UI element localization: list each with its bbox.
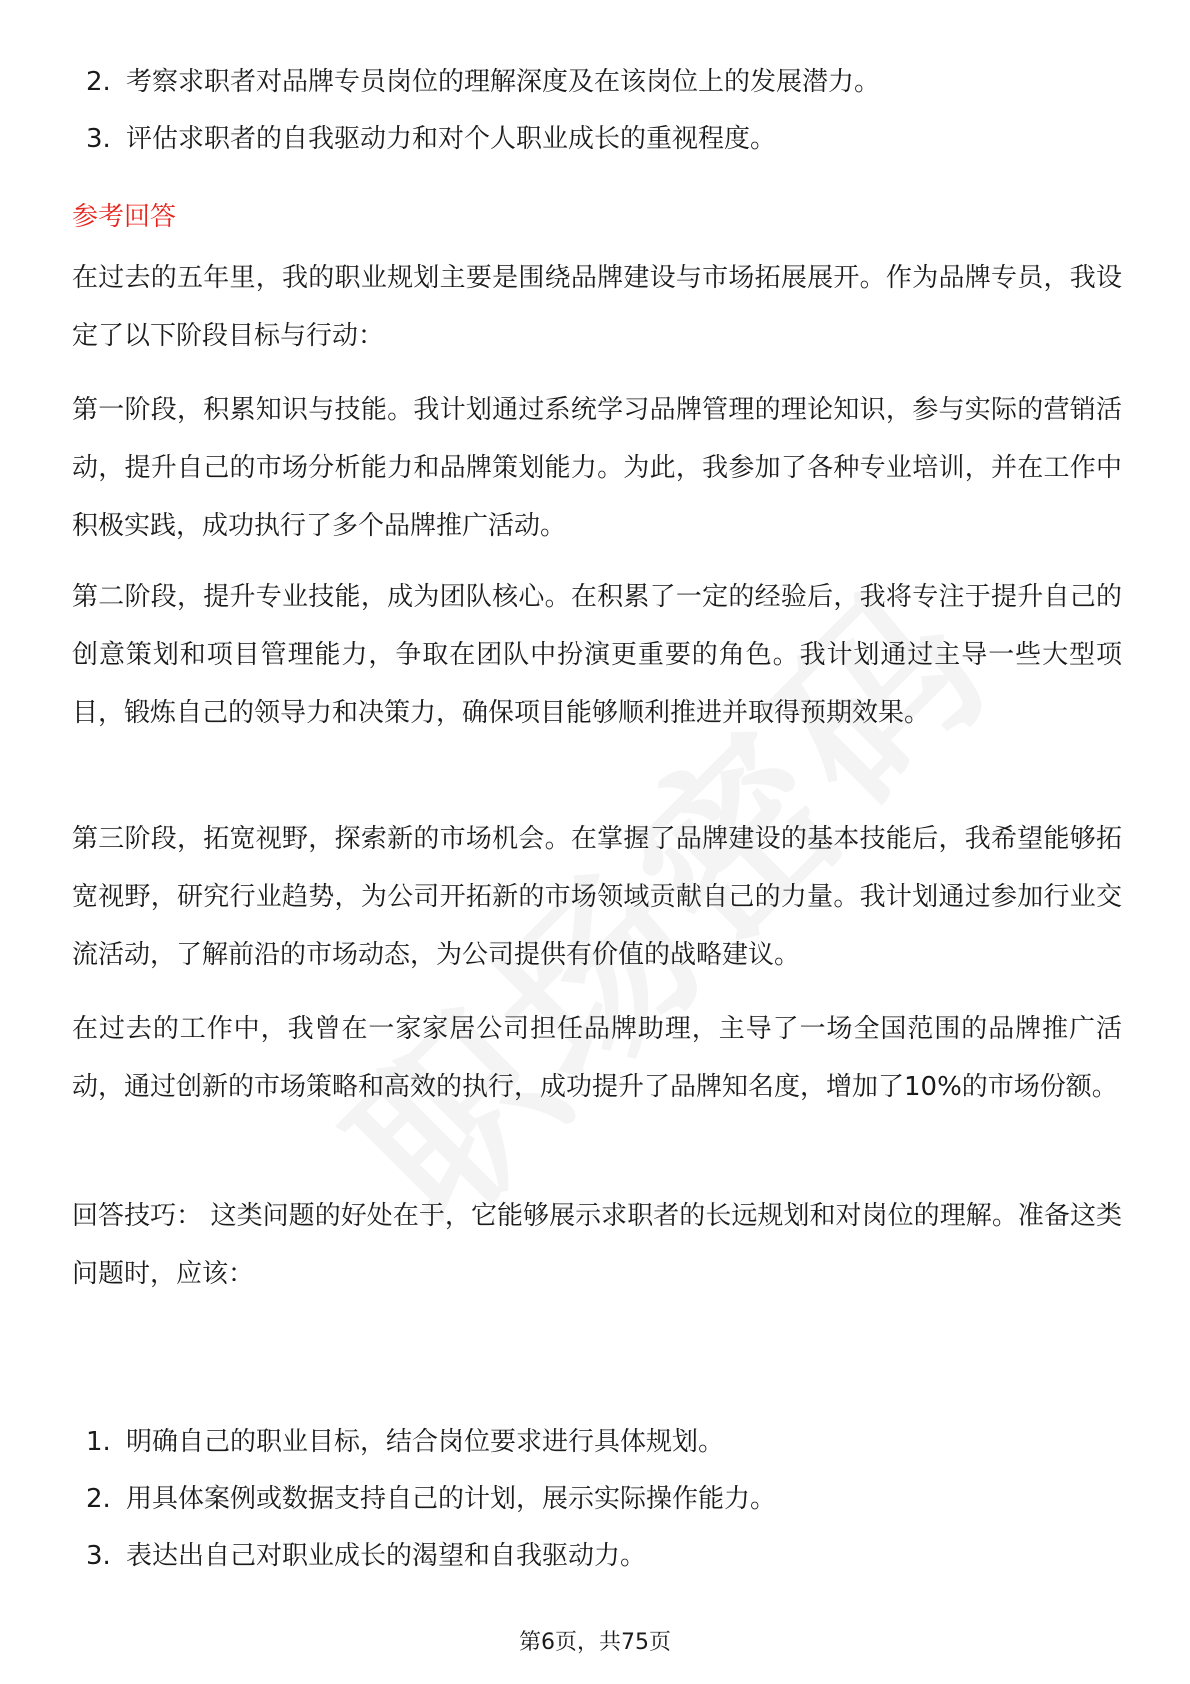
list-item-text: 明确自己的职业目标，结合岗位要求进行具体规划。	[126, 1427, 725, 1457]
list-item-number: 1.	[86, 1427, 111, 1457]
paragraph-intro: 在过去的五年里，我的职业规划主要是围绕品牌建设与市场拓展展开。作为品牌专员，我设定了以下阶段目标与行动：	[72, 263, 1122, 351]
list-item-number: 2.	[86, 67, 111, 97]
list-item-text: 评估求职者的自我驱动力和对个人职业成长的重视程度。	[126, 124, 777, 154]
list-item	[72, 1423, 776, 1461]
list-item-number: 3.	[86, 1541, 111, 1571]
list-item-number: 3.	[86, 124, 111, 154]
list-item-text: 用具体案例或数据支持自己的计划，展示实际操作能力。	[126, 1484, 777, 1514]
list-item	[72, 63, 880, 101]
list-item-text: 表达出自己对职业成长的渴望和自我驱动力。	[126, 1541, 647, 1571]
list-item	[72, 1537, 776, 1575]
intro-list	[72, 63, 880, 158]
paragraph-tips: 回答技巧： 这类问题的好处在于，它能够展示求职者的长远规划和对岗位的理解。准备这类问题时，应该：	[72, 1201, 1122, 1289]
answer-heading: 参考回答	[72, 202, 177, 232]
list-item	[72, 120, 880, 158]
list-item-text: 考察求职者对品牌专员岗位的理解深度及在该岗位上的发展潜力。	[126, 67, 881, 97]
paragraph-stage-three: 第三阶段，拓宽视野，探索新的市场机会。在掌握了品牌建设的基本技能后，我希望能够拓宽视野，研究行业趋势，为公司开拓新的市场领域贡献自己的力量。我计划通过参加行业交流活动，了解前沿的市场动态，为公司提供有价值的战略建议。	[72, 824, 1122, 970]
tips-list	[72, 1423, 776, 1575]
paragraph-experience: 在过去的工作中，我曾在一家家居公司担任品牌助理，主导了一场全国范围的品牌推广活动，通过创新的市场策略和高效的执行，成功提升了品牌知名度，增加了10%的市场份额。	[72, 1014, 1122, 1102]
list-item	[72, 1480, 776, 1518]
paragraph-stage-two: 第二阶段，提升专业技能，成为团队核心。在积累了一定的经验后，我将专注于提升自己的创意策划和项目管理能力，争取在团队中扮演更重要的角色。我计划通过主导一些大型项目，锻炼自己的领导力和决策力，确保项目能够顺利推进并取得预期效果。	[72, 582, 1122, 728]
list-item-number: 2.	[86, 1484, 111, 1514]
page-footer: 第6页，共75页	[519, 1630, 671, 1655]
paragraph-stage-one: 第一阶段，积累知识与技能。我计划通过系统学习品牌管理的理论知识，参与实际的营销活动，提升自己的市场分析能力和品牌策划能力。为此，我参加了各种专业培训，并在工作中积极实践，成功执行了多个品牌推广活动。	[72, 395, 1122, 541]
